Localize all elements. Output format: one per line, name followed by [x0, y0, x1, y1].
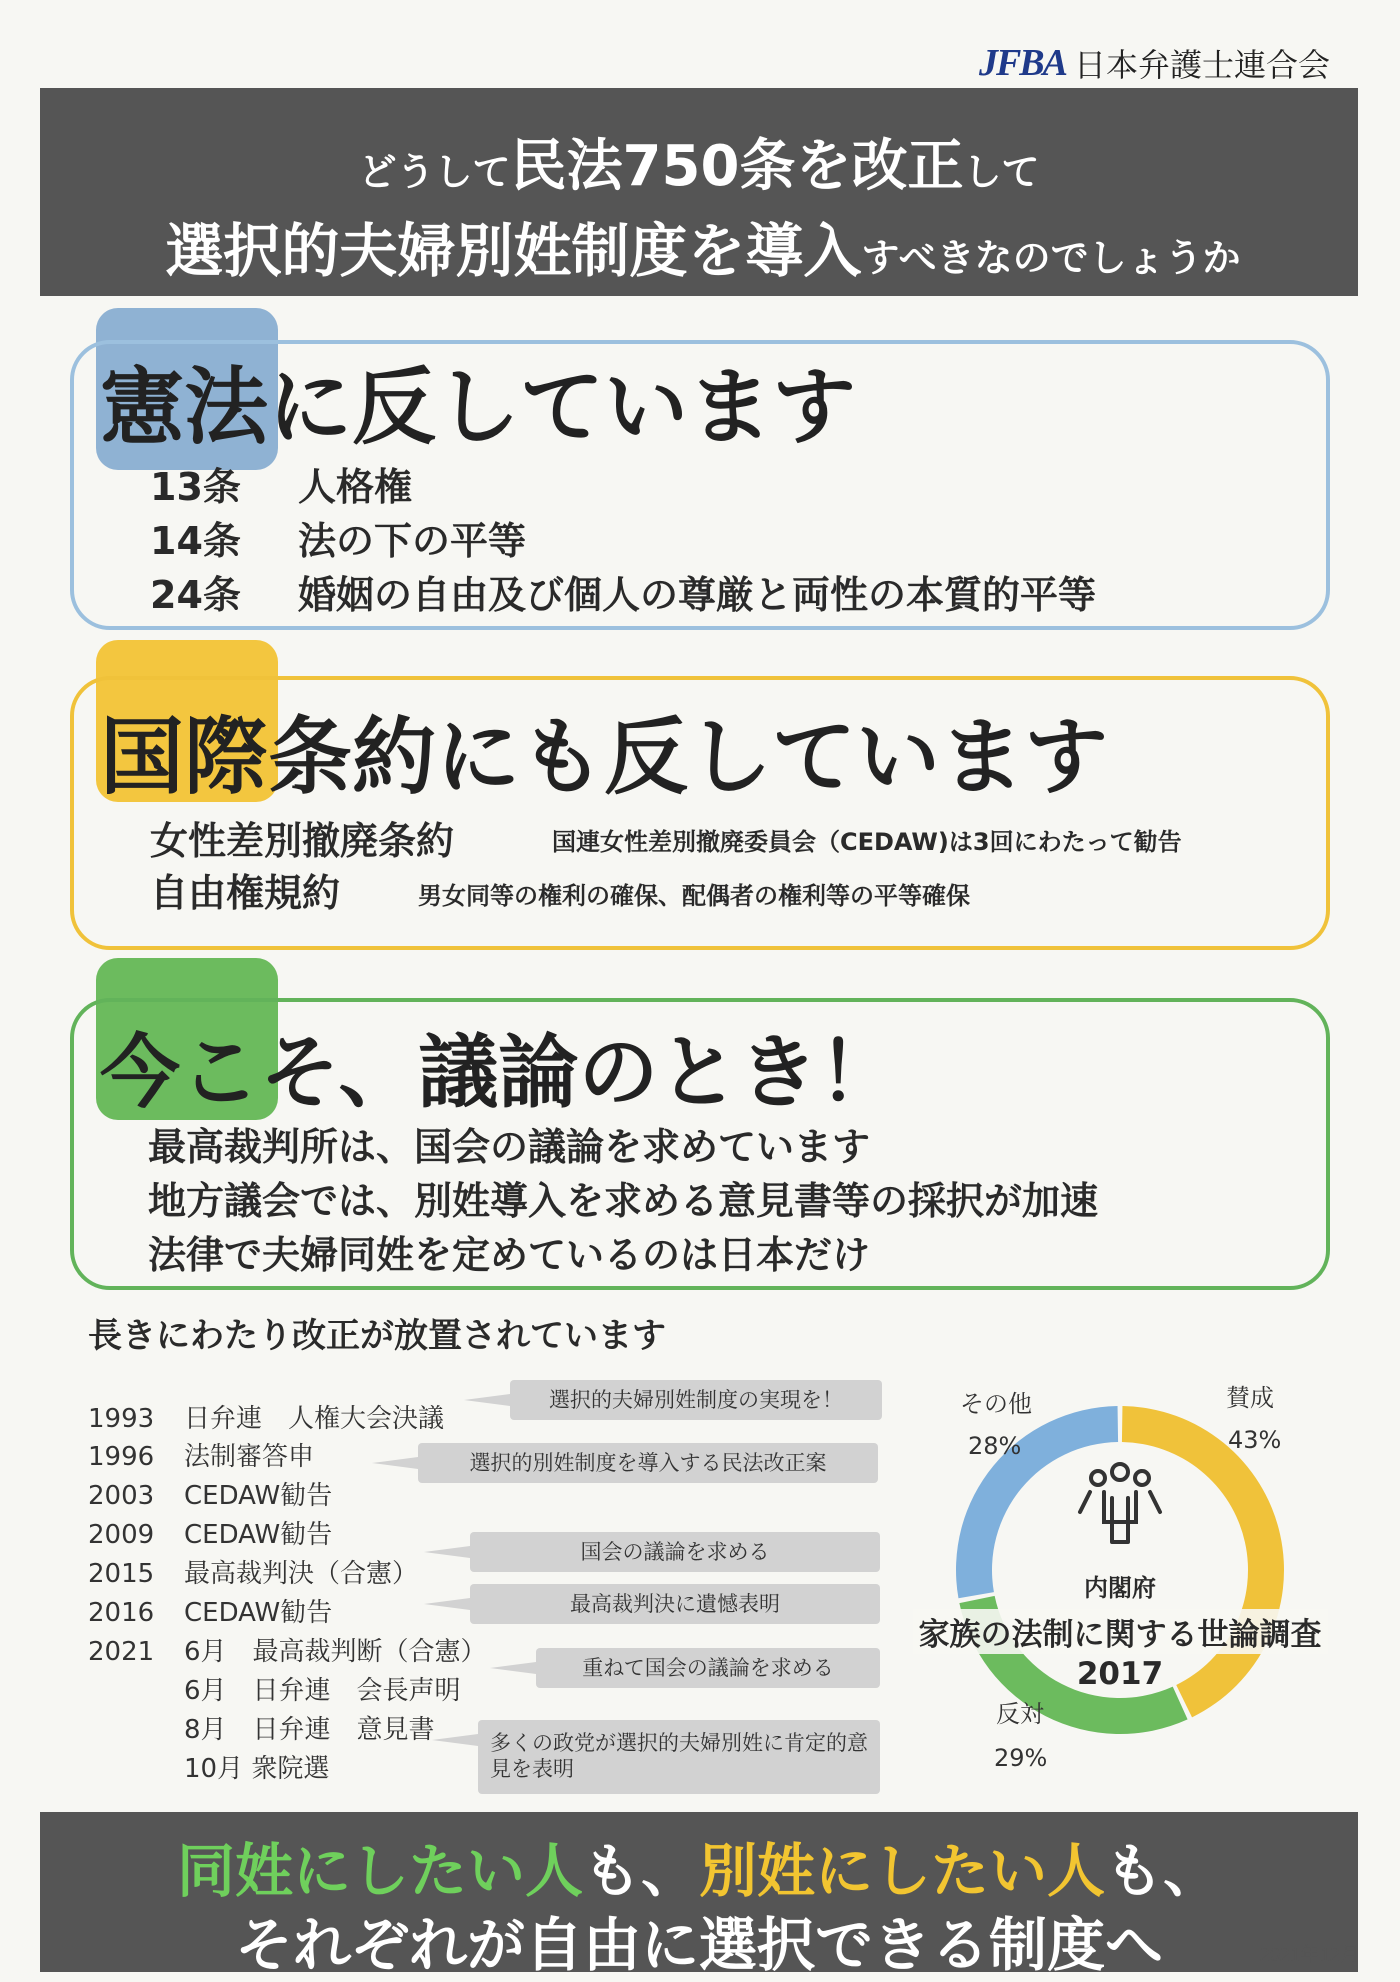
timeline-event: 10月 衆院選 [184, 1754, 330, 1784]
jfba-logo [979, 40, 1330, 86]
debate-point: 地方議会では、別姓導入を求める意見書等の採択が加速 [148, 1179, 1099, 1223]
title-line-2 [68, 204, 1338, 288]
timeline-callout: 重ねて国会の議論を求める [536, 1648, 880, 1688]
slice-value-oppose: 29% [994, 1744, 1048, 1772]
article-number: 13条 [150, 465, 241, 509]
slice-label-oppose: 反対 [996, 1700, 1044, 1728]
constitution-item [150, 564, 1096, 619]
timeline-row [88, 1709, 435, 1746]
title-prefix: どうして [358, 150, 511, 194]
timeline-title: 長きにわたり改正が放置されています [88, 1316, 666, 1356]
slice-label-other: その他 [960, 1390, 1032, 1418]
timeline-year: 2009 [88, 1520, 155, 1550]
slice-value-agree: 43% [1228, 1426, 1282, 1454]
timeline-event: 日弁連 人権大会決議 [184, 1404, 445, 1434]
timeline-callout: 最高裁判決に遺憾表明 [470, 1584, 880, 1624]
timeline-row [88, 1553, 418, 1590]
section2-heading-rest: 条約にも反しています [268, 708, 1109, 806]
chart-title-year: 2017 [1076, 1656, 1164, 1692]
footer-line-2: それぞれが自由に選択できる制度へ [234, 1911, 1163, 1979]
timeline-year: 1993 [88, 1404, 155, 1434]
section2-heading [100, 690, 1108, 811]
timeline-row [88, 1475, 332, 1512]
timeline-row [88, 1748, 329, 1785]
logo-mark: JFBA [978, 42, 1066, 84]
title-suffix-1: して [963, 150, 1040, 194]
timeline-year: 2003 [88, 1481, 155, 1511]
treaty-name: 女性差別撤廃条約 [150, 819, 455, 863]
article-text: 人格権 [298, 465, 413, 509]
treaty-name: 自由権規約 [150, 871, 341, 915]
footer-separate-surname: 別姓にしたい人 [699, 1837, 1106, 1905]
timeline-row [88, 1436, 314, 1473]
timeline-row [88, 1514, 332, 1551]
section3-heading-tab: 今こ [100, 1026, 260, 1119]
timeline-row [88, 1398, 444, 1435]
timeline-year: 2021 [88, 1637, 155, 1667]
title-emphasis-1: 民法750条を改正 [510, 134, 964, 199]
footer-same-surname: 同姓にしたい人 [176, 1837, 583, 1905]
timeline-event: 8月 日弁連 意見書 [184, 1715, 435, 1745]
timeline-event: CEDAW勧告 [184, 1598, 333, 1628]
title-suffix-2: すべきなのでしょうか [861, 236, 1241, 280]
timeline-event: 法制審答申 [184, 1442, 315, 1472]
constitution-item [150, 510, 526, 565]
timeline-row [88, 1670, 461, 1707]
chart-title-survey: 家族の法制に関する世論調査 [913, 1609, 1328, 1654]
people-icon [1080, 1464, 1160, 1542]
chart-title-source: 内閣府 [1084, 1574, 1156, 1602]
footer-connector-1: も、 [582, 1837, 699, 1905]
debate-point: 法律で夫婦同姓を定めているのは日本だけ [148, 1233, 871, 1277]
section3-heading-rest: そ、議論のとき！ [260, 1026, 899, 1119]
timeline-event: 最高裁判決（合憲） [184, 1559, 419, 1589]
timeline-row [88, 1592, 332, 1629]
timeline-row [88, 1631, 487, 1668]
timeline-event: CEDAW勧告 [184, 1481, 333, 1511]
title-banner [40, 88, 1358, 296]
section1-heading-tab: 憲法 [100, 358, 269, 456]
timeline-callout: 選択的夫婦別姓制度の実現を！ [510, 1380, 882, 1420]
timeline-callout: 国会の議論を求める [470, 1532, 880, 1572]
title-emphasis-2: 選択的夫婦別姓制度を導入 [165, 217, 862, 285]
section3-heading [100, 1008, 898, 1123]
slice-value-other: 28% [968, 1432, 1022, 1460]
timeline-callout: 多くの政党が選択的夫婦別姓に肯定的意見を表明 [478, 1720, 880, 1794]
timeline-year: 2015 [88, 1559, 155, 1589]
issue-date: 2021年12月 [1260, 1944, 1360, 1966]
treaty-note: 国連女性差別撤廃委員会（CEDAW)は3回にわたって勧告 [552, 828, 1182, 856]
footer-connector-2: も、 [1105, 1837, 1222, 1905]
debate-point: 最高裁判所は、国会の議論を求めています [148, 1125, 871, 1169]
organization-name: 日本弁護士連合会 [1073, 46, 1330, 84]
article-number: 14条 [150, 519, 241, 563]
title-line-1 [40, 122, 1358, 202]
article-number: 24条 [150, 573, 241, 617]
slice-label-agree: 賛成 [1226, 1384, 1274, 1412]
timeline-event: 6月 最高裁判断（合憲） [184, 1637, 487, 1667]
section2-heading-tab: 国際 [100, 708, 269, 806]
chart-title [890, 1568, 1350, 1692]
section1-heading [100, 340, 856, 461]
timeline-year: 1996 [88, 1442, 155, 1472]
timeline-event: 6月 日弁連 会長声明 [184, 1676, 461, 1706]
footer-line-1 [40, 1824, 1358, 1908]
footer-banner [40, 1812, 1358, 1979]
timeline-event: CEDAW勧告 [184, 1520, 333, 1550]
treaty-note: 男女同等の権利の確保、配偶者の権利等の平等確保 [418, 882, 970, 910]
article-text: 婚姻の自由及び個人の尊厳と両性の本質的平等 [298, 573, 1097, 617]
timeline-callout: 選択的別姓制度を導入する民法改正案 [418, 1443, 878, 1483]
timeline-year: 2016 [88, 1598, 155, 1628]
constitution-item [150, 456, 412, 511]
section1-heading-rest: に反しています [268, 358, 857, 456]
article-text: 法の下の平等 [298, 519, 527, 563]
